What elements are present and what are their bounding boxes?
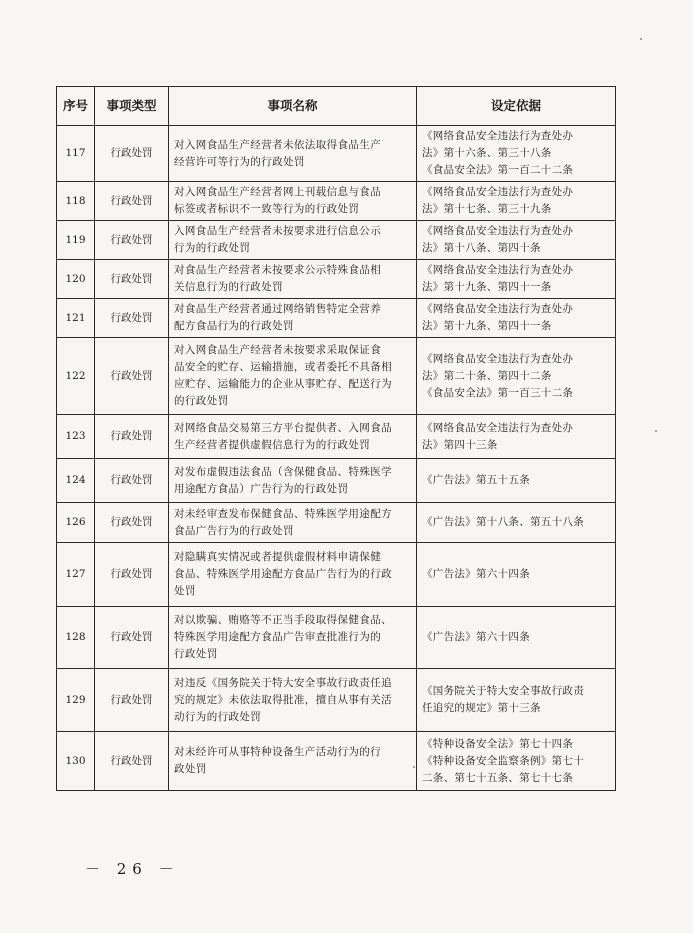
item-name-line: 政处罚 [174, 763, 207, 775]
item-name-cell [169, 543, 417, 607]
item-name-line: 入网食品生产经营者未按要求进行信息公示 [174, 225, 382, 237]
legal-basis-line: 《广告法》第十八条、第五十八条 [422, 516, 584, 528]
item-name-line: 处罚 [174, 585, 196, 597]
item-name-line: 行为的行政处罚 [174, 242, 251, 254]
item-type-cell: 行政处罚 [95, 503, 169, 543]
legal-basis-line: 法》第十七条、第三十九条 [422, 203, 552, 215]
item-type-cell: 行政处罚 [95, 607, 169, 669]
item-name-line: 对入网食品生产经营者网上刊载信息与食品 [174, 186, 382, 198]
item-name-line: 应贮存、运输能力的企业从事贮存、配送行为 [174, 378, 392, 390]
legal-basis-line: 二条、第七十五条、第七十七条 [422, 771, 574, 784]
legal-basis-cell [417, 732, 616, 791]
serial-number-cell: 128 [57, 607, 95, 669]
item-name-cell [169, 338, 417, 415]
table-row [57, 503, 616, 543]
table-row [57, 260, 616, 299]
legal-basis-cell [417, 299, 616, 338]
legal-basis-line: 《食品安全法》第一百二十二条 [422, 164, 574, 176]
serial-number-cell: 121 [57, 299, 95, 338]
serial-number-cell: 124 [57, 459, 95, 503]
table-row [57, 126, 616, 182]
legal-basis-line: 《网络食品安全违法行为查处办 [422, 421, 574, 434]
serial-number-cell: 127 [57, 543, 95, 607]
item-name-cell [169, 607, 417, 669]
legal-basis-line: 《广告法》第六十四条 [422, 631, 530, 643]
item-name-line: 对违反《国务院关于特大安全事故行政责任追 [174, 676, 392, 689]
table-row [57, 732, 616, 791]
item-name-line: 经营许可等行为的行政处罚 [174, 155, 305, 168]
item-name-line: 对未经许可从事特种设备生产活动行为的行 [174, 746, 382, 758]
table-header-row [57, 87, 616, 126]
page-number: － 26 － [85, 860, 180, 878]
legal-basis-line: 《广告法》第五十五条 [422, 474, 530, 486]
item-name-line: 配方食品行为的行政处罚 [174, 320, 294, 332]
serial-number-cell: 120 [57, 260, 95, 299]
item-name-cell [169, 260, 417, 299]
item-name-line: 对隐瞒真实情况或者提供虚假材料申请保健 [174, 551, 382, 563]
legal-basis-cell [417, 459, 616, 503]
item-name-line: 动行为的行政处罚 [174, 710, 262, 723]
legal-basis-cell [417, 503, 616, 543]
legal-basis-cell [417, 669, 616, 732]
legal-basis-line: 《网络食品安全违法行为查处办 [422, 352, 574, 365]
item-type-cell: 行政处罚 [95, 732, 169, 791]
header-item-name: 事项名称 [169, 87, 417, 126]
serial-number-cell: 126 [57, 503, 95, 543]
legal-basis-line: 法》第四十三条 [422, 438, 498, 451]
table-row [57, 459, 616, 503]
table-row [57, 182, 616, 221]
item-name-cell [169, 503, 417, 543]
item-name-line: 行政处罚 [174, 648, 218, 660]
item-name-cell [169, 221, 417, 260]
legal-basis-line: 《网络食品安全违法行为查处办 [422, 186, 574, 198]
serial-number-cell: 117 [57, 126, 95, 182]
item-name-cell [169, 669, 417, 732]
item-type-cell: 行政处罚 [95, 299, 169, 338]
item-name-line: 食品、特殊医学用途配方食品广告行为的行政 [174, 568, 392, 580]
item-name-line: 对食品生产经营者未按要求公示特殊食品相 [174, 264, 382, 276]
item-type-cell: 行政处罚 [95, 543, 169, 607]
table-row [57, 669, 616, 732]
item-name-cell [169, 415, 417, 459]
legal-basis-line: 《网络食品安全违法行为查处办 [422, 225, 574, 237]
item-type-cell: 行政处罚 [95, 260, 169, 299]
legal-basis-line: 《网络食品安全违法行为查处办 [422, 264, 574, 276]
header-item-type: 事项类型 [95, 87, 169, 126]
item-name-line: 究的规定》未依法取得批准，擅自从事有关活 [174, 693, 392, 706]
item-name-cell [169, 182, 417, 221]
item-name-line: 对入网食品生产经营者未按要求采取保证食 [174, 344, 382, 356]
item-name-line: 对未经审查发布保健食品、特殊医学用途配方 [174, 507, 392, 520]
item-name-line: 对食品生产经营者通过网络销售特定全营养 [174, 303, 382, 315]
legal-basis-line: 法》第十九条、第四十一条 [422, 320, 552, 332]
legal-basis-cell [417, 543, 616, 607]
item-name-line: 的行政处罚 [174, 395, 229, 407]
table-row [57, 415, 616, 459]
scan-speck [413, 766, 415, 768]
item-type-cell: 行政处罚 [95, 459, 169, 503]
legal-basis-line: 《特种设备安全法》第七十四条 [422, 737, 574, 750]
item-name-cell [169, 299, 417, 338]
serial-number-cell: 130 [57, 732, 95, 791]
legal-basis-cell [417, 260, 616, 299]
table-row [57, 543, 616, 607]
item-name-cell [169, 732, 417, 791]
item-type-cell: 行政处罚 [95, 182, 169, 221]
legal-basis-line: 任追究的规定》第十三条 [422, 702, 541, 714]
scan-speck [640, 38, 642, 40]
item-name-cell [169, 126, 417, 182]
item-name-line: 用途配方食品）广告行为的行政处罚 [174, 482, 349, 495]
item-name-line: 对入网食品生产经营者未依法取得食品生产 [174, 138, 382, 151]
item-name-line: 特殊医学用途配方食品广告审查批准行为的 [174, 631, 382, 643]
legal-basis-line: 《广告法》第六十四条 [422, 568, 530, 580]
legal-basis-line: 《特种设备安全监察条例》第七十 [422, 754, 584, 767]
table-row [57, 607, 616, 669]
legal-basis-line: 《网络食品安全违法行为查处办 [422, 303, 574, 315]
item-name-line: 对发布虚假违法食品（含保健食品、特殊医学 [174, 465, 392, 478]
item-name-line: 食品广告行为的行政处罚 [174, 524, 294, 537]
legal-basis-cell [417, 126, 616, 182]
regulation-table [56, 86, 616, 791]
legal-basis-line: 法》第二十条、第四十二条 [422, 369, 552, 382]
header-legal-basis: 设定依据 [417, 87, 616, 126]
table-row [57, 221, 616, 260]
table-body [57, 126, 616, 791]
item-name-line: 对网络食品交易第三方平台提供者、入网食品 [174, 421, 392, 434]
item-name-line: 生产经营者提供虚假信息行为的行政处罚 [174, 438, 371, 451]
scan-speck [655, 430, 657, 432]
legal-basis-line: 法》第十八条、第四十条 [422, 242, 541, 254]
serial-number-cell: 119 [57, 221, 95, 260]
legal-basis-cell [417, 221, 616, 260]
item-type-cell: 行政处罚 [95, 338, 169, 415]
serial-number-cell: 123 [57, 415, 95, 459]
item-type-cell: 行政处罚 [95, 221, 169, 260]
legal-basis-line: 《国务院关于特大安全事故行政责 [422, 685, 584, 697]
legal-basis-cell [417, 415, 616, 459]
serial-number-cell: 122 [57, 338, 95, 415]
item-name-cell [169, 459, 417, 503]
serial-number-cell: 129 [57, 669, 95, 732]
item-type-cell: 行政处罚 [95, 126, 169, 182]
legal-basis-cell [417, 182, 616, 221]
item-name-line: 对以欺骗、贿赂等不正当手段取得保健食品、 [174, 614, 392, 626]
header-serial-number: 序号 [57, 87, 95, 126]
legal-basis-line: 《食品安全法》第一百三十二条 [422, 386, 574, 399]
legal-basis-cell [417, 338, 616, 415]
legal-basis-line: 法》第十六条、第三十八条 [422, 147, 552, 159]
item-name-line: 标签或者标识不一致等行为的行政处罚 [174, 203, 360, 215]
table-row [57, 338, 616, 415]
item-name-line: 品安全的贮存、运输措施，或者委托不具备相 [174, 361, 392, 373]
item-name-line: 关信息行为的行政处罚 [174, 281, 283, 293]
legal-basis-line: 法》第十九条、第四十一条 [422, 281, 552, 293]
item-type-cell: 行政处罚 [95, 415, 169, 459]
legal-basis-cell [417, 607, 616, 669]
serial-number-cell: 118 [57, 182, 95, 221]
item-type-cell: 行政处罚 [95, 669, 169, 732]
table-row [57, 299, 616, 338]
legal-basis-line: 《网络食品安全违法行为查处办 [422, 130, 574, 142]
